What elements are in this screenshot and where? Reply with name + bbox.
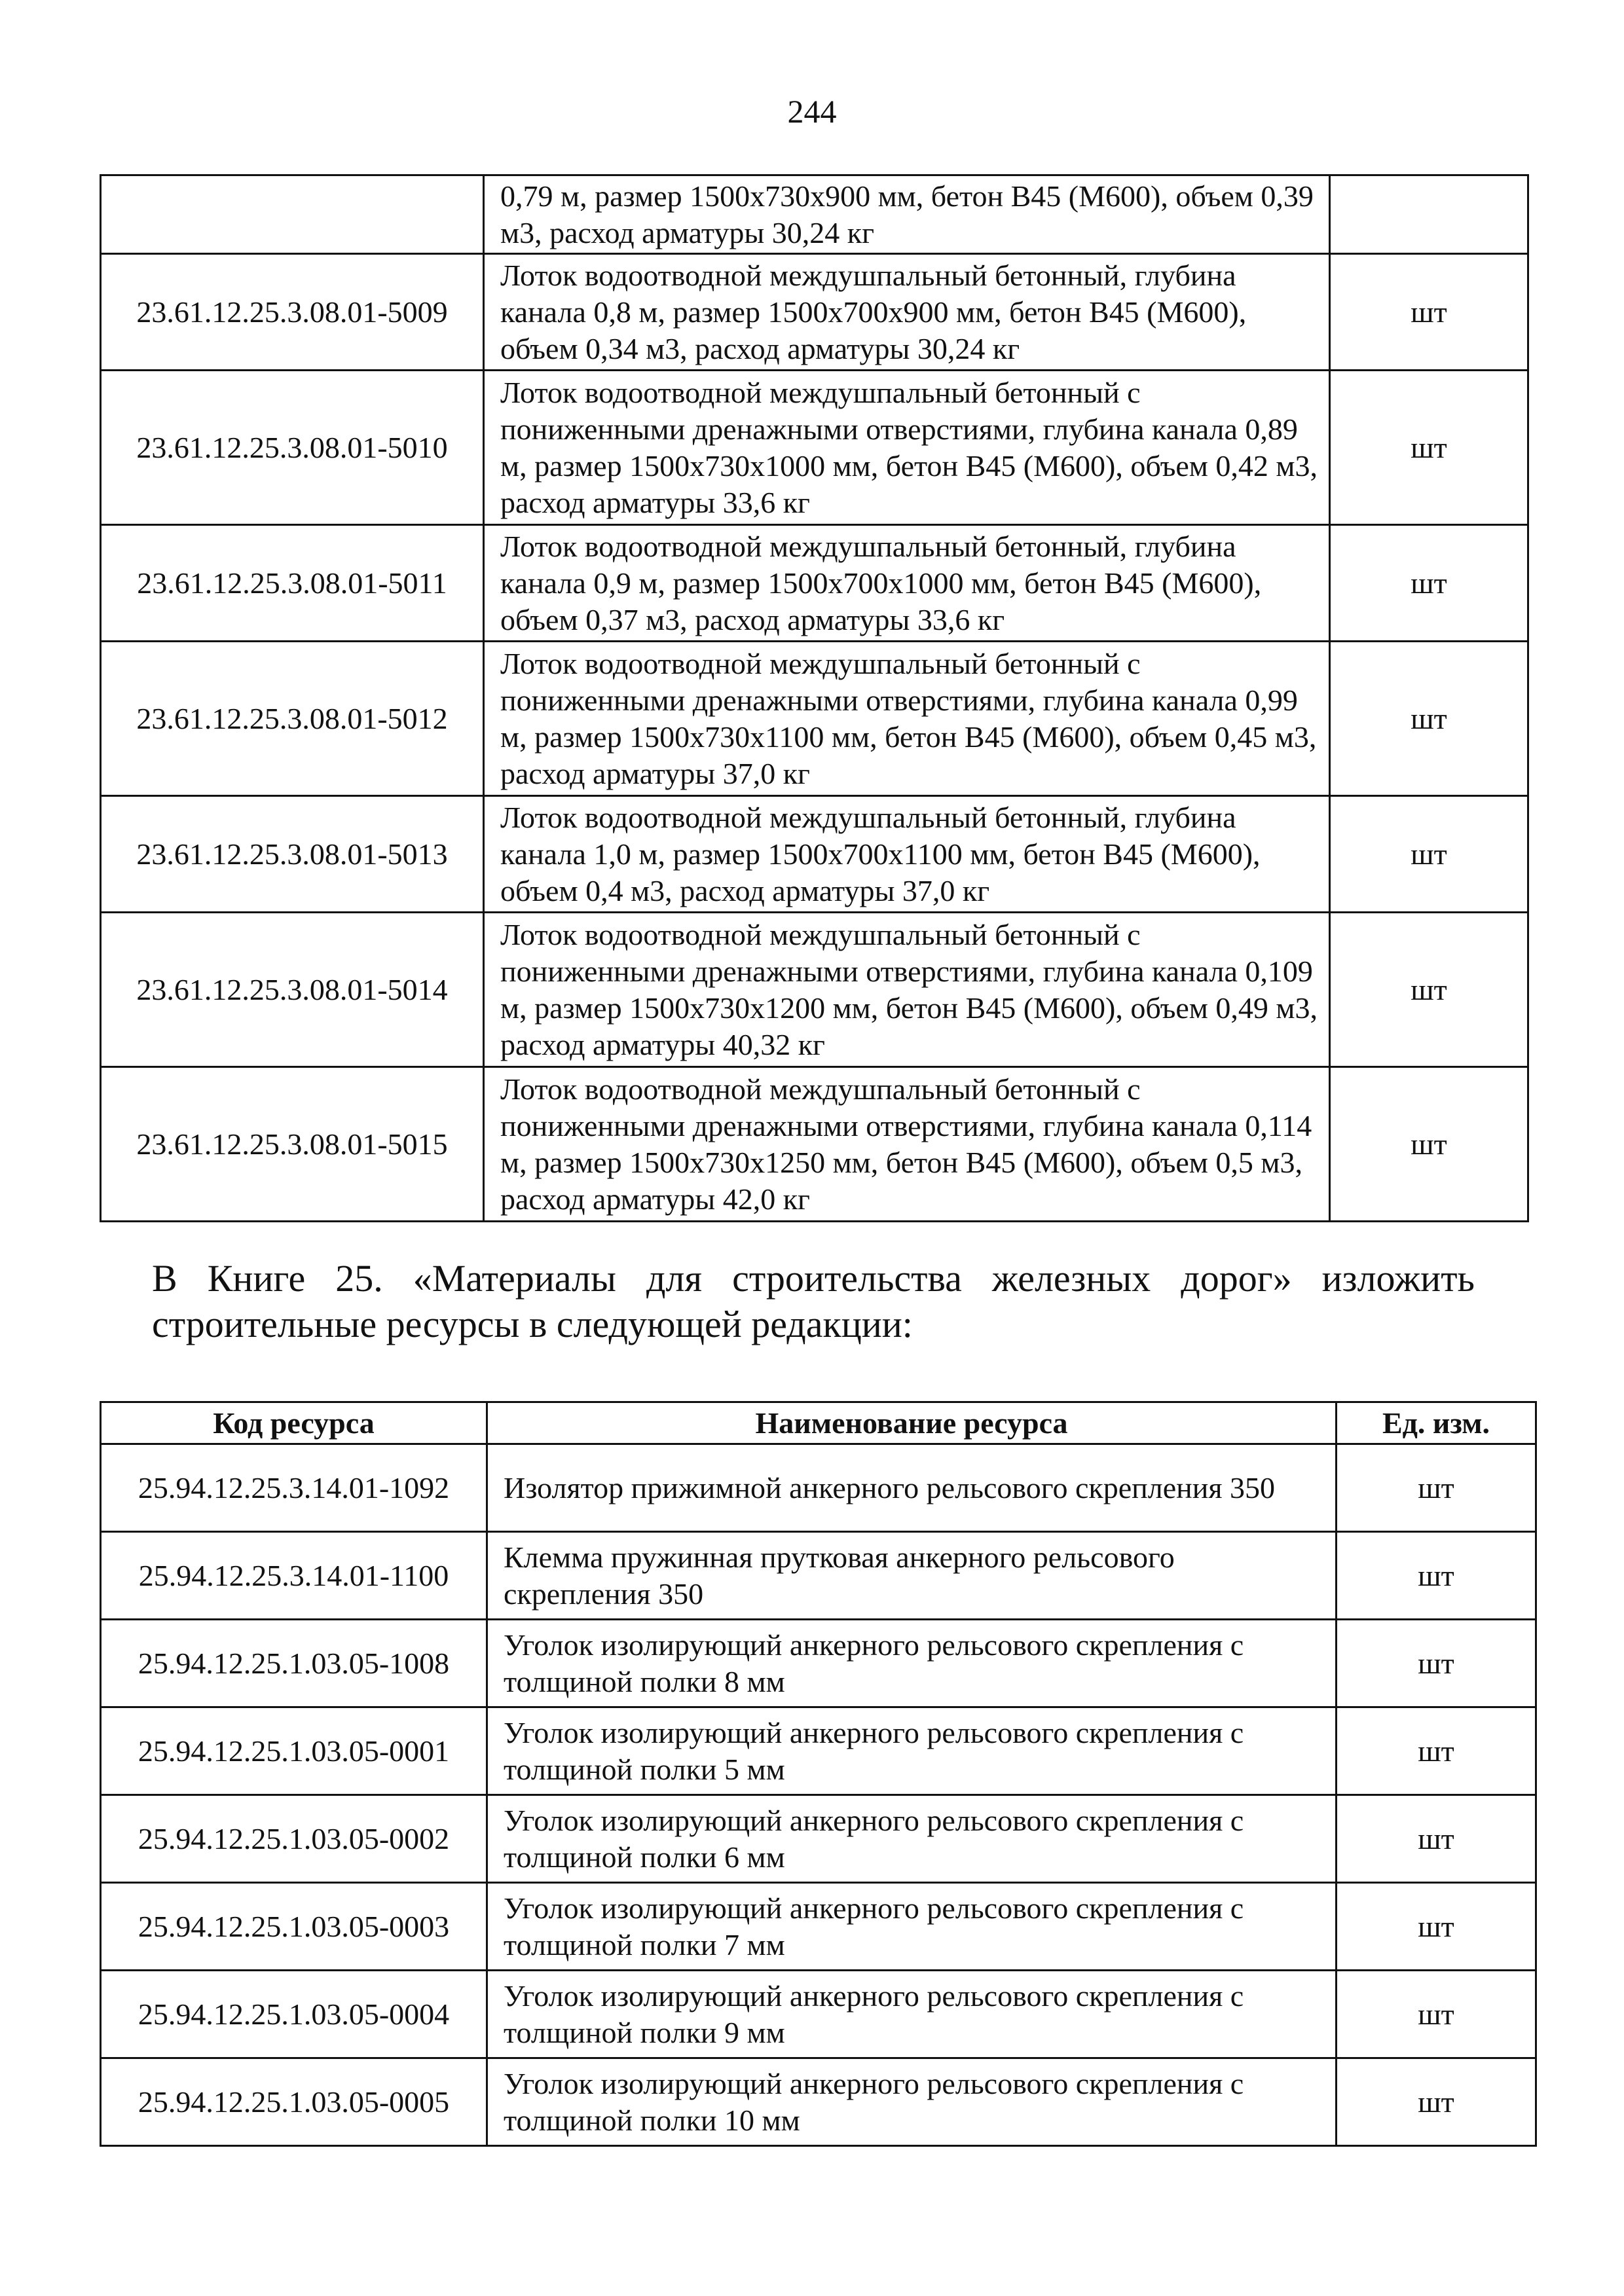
table-row [101,1707,1536,1795]
resource-name: Уголок изолирующий анкерного рельсового скрепления с толщиной полки 8 мм [487,1620,1337,1707]
table-row [101,1532,1536,1620]
table-row [101,371,1528,525]
table-row [101,2058,1536,2146]
resource-code: 25.94.12.25.3.14.01-1092 [101,1444,487,1532]
resource-code: 23.61.12.25.3.08.01-5009 [101,254,484,371]
table-row [101,525,1528,642]
resource-name: Уголок изолирующий анкерного рельсового скрепления с толщиной полки 9 мм [487,1971,1337,2058]
table-row [101,1444,1536,1532]
resource-name: Изолятор прижимной анкерного рельсового скрепления 350 [487,1444,1337,1532]
resource-code: 25.94.12.25.1.03.05-0004 [101,1971,487,2058]
resource-name: Лоток водоотводной междушпальный бетонный, глубина канала 1,0 м, размер 1500х700х1100 мм, бетон В45 (М600), объем 0,4 м3, расход арматуры 37,0 кг [484,796,1330,913]
resource-name: Уголок изолирующий анкерного рельсового скрепления с толщиной полки 6 мм [487,1795,1337,1883]
table-header-row [101,1402,1536,1444]
resource-code: 25.94.12.25.1.03.05-0002 [101,1795,487,1883]
resource-name: Лоток водоотводной междушпальный бетонный, глубина канала 0,9 м, размер 1500х700х1000 мм, бетон В45 (М600), объем 0,37 м3, расход арматуры 33,6 кг [484,525,1330,642]
table-row [101,175,1528,254]
page-number: 244 [787,93,837,130]
table-row [101,1795,1536,1883]
resource-unit: шт [1337,1971,1536,2058]
resource-unit: шт [1330,525,1528,642]
resource-unit: шт [1337,1532,1536,1620]
table-row [101,1620,1536,1707]
resource-name: Лоток водоотводной междушпальный бетонный, глубина канала 0,8 м, размер 1500х700х900 мм, бетон В45 (М600), объем 0,34 м3, расход арматуры 30,24 кг [484,254,1330,371]
resource-unit: шт [1337,1707,1536,1795]
resource-table-continued [100,174,1529,1222]
instruction-paragraph: В Книге 25. «Материалы для строительства железных дорог» изложить строительные ресурсы в следующей редакции: [152,1257,1475,1345]
resource-code: 25.94.12.25.1.03.05-1008 [101,1620,487,1707]
resource-name: Лоток водоотводной междушпальный бетонный с пониженными дренажными отверстиями, глубина канала 0,109 м, размер 1500х730х1200 мм, бетон В45 (М600), объем 0,49 м3, расход арматуры 40,32 кг [484,913,1330,1067]
resource-unit: шт [1337,1620,1536,1707]
resource-name: Уголок изолирующий анкерного рельсового скрепления с толщиной полки 7 мм [487,1883,1337,1971]
resource-code: 25.94.12.25.1.03.05-0005 [101,2058,487,2146]
table-row [101,1971,1536,2058]
resource-code: 25.94.12.25.3.14.01-1100 [101,1532,487,1620]
header-unit: Ед. изм. [1337,1402,1536,1444]
resource-name: Лоток водоотводной междушпальный бетонный с пониженными дренажными отверстиями, глубина канала 0,89 м, размер 1500х730х1000 мм, бетон В45 (М600), объем 0,42 м3, расход арматуры 33,6 кг [484,371,1330,525]
resource-code: 23.61.12.25.3.08.01-5012 [101,642,484,796]
resource-unit: шт [1337,2058,1536,2146]
resource-name: Уголок изолирующий анкерного рельсового скрепления с толщиной полки 10 мм [487,2058,1337,2146]
resource-unit [1330,175,1528,254]
railway-materials-table [100,1401,1537,2147]
resource-code: 23.61.12.25.3.08.01-5013 [101,796,484,913]
table-row [101,796,1528,913]
resource-code [101,175,484,254]
resource-code: 23.61.12.25.3.08.01-5015 [101,1067,484,1222]
resource-unit: шт [1337,1795,1536,1883]
table-row [101,913,1528,1067]
table-row [101,1883,1536,1971]
header-resource-code: Код ресурса [101,1402,487,1444]
resource-name: Лоток водоотводной междушпальный бетонный с пониженными дренажными отверстиями, глубина канала 0,99 м, размер 1500х730х1100 мм, бетон В45 (М600), объем 0,45 м3, расход арматуры 37,0 кг [484,642,1330,796]
resource-code: 25.94.12.25.1.03.05-0003 [101,1883,487,1971]
header-resource-name: Наименование ресурса [487,1402,1337,1444]
resource-name: Лоток водоотводной междушпальный бетонный с пониженными дренажными отверстиями, глубина канала 0,114 м, размер 1500х730х1250 мм, бетон В45 (М600), объем 0,5 м3, расход арматуры 42,0 кг [484,1067,1330,1222]
resource-unit: шт [1330,254,1528,371]
resource-unit: шт [1337,1883,1536,1971]
resource-name: Уголок изолирующий анкерного рельсового скрепления с толщиной полки 5 мм [487,1707,1337,1795]
resource-code: 23.61.12.25.3.08.01-5011 [101,525,484,642]
table-row [101,642,1528,796]
resource-unit: шт [1330,913,1528,1067]
resource-name: Клемма пружинная прутковая анкерного рельсового скрепления 350 [487,1532,1337,1620]
resource-code: 25.94.12.25.1.03.05-0001 [101,1707,487,1795]
table-row [101,254,1528,371]
resource-unit: шт [1330,371,1528,525]
resource-unit: шт [1337,1444,1536,1532]
resource-unit: шт [1330,642,1528,796]
resource-code: 23.61.12.25.3.08.01-5010 [101,371,484,525]
resource-unit: шт [1330,796,1528,913]
resource-name: 0,79 м, размер 1500х730х900 мм, бетон В45 (М600), объем 0,39 м3, расход арматуры 30,24 кг [484,175,1330,254]
table-row [101,1067,1528,1222]
resource-unit: шт [1330,1067,1528,1222]
resource-code: 23.61.12.25.3.08.01-5014 [101,913,484,1067]
